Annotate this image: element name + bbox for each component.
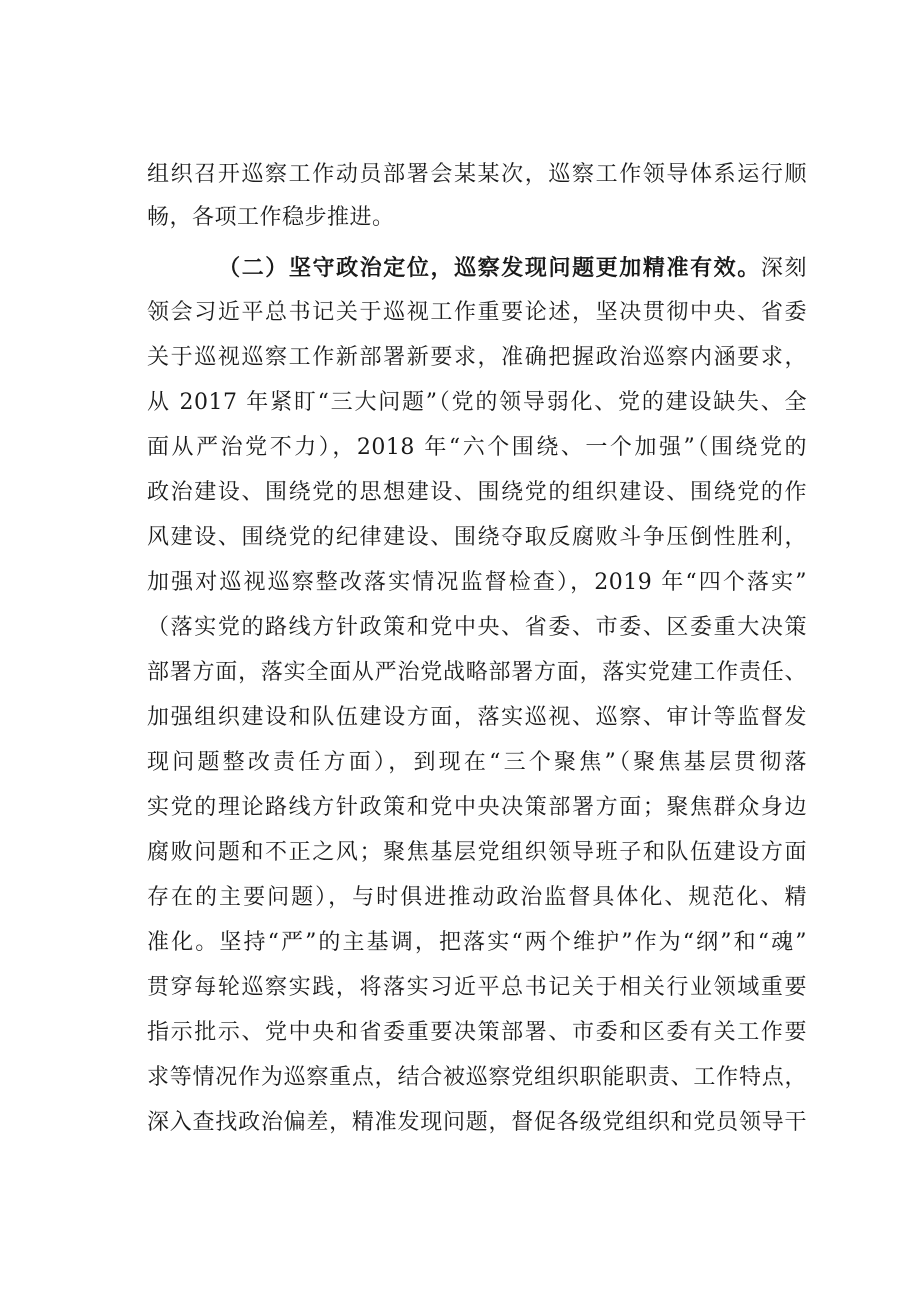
paragraph2-line: 关于巡视巡察工作新部署新要求，准确把握政治巡察内涵要求， xyxy=(147,345,807,370)
paragraph2-line: 腐败问题和不正之风；聚焦基层党组织领导班子和队伍建设方面 xyxy=(147,840,807,865)
paragraph2-line: 加强组织建设和队伍建设方面，落实巡视、巡察、审计等监督发 xyxy=(147,705,807,730)
paragraph2-line: 面从严治党不力），2018 年“六个围绕、一个加强”（围绕党的 xyxy=(147,435,807,460)
paragraph2-first-line xyxy=(147,253,807,283)
paragraph2-line: 贯穿每轮巡察实践，将落实习近平总书记关于相关行业领域重要 xyxy=(147,975,807,1000)
paragraph2-line: 准化。坚持“严”的主基调，把落实“两个维护”作为“纲”和“魂” xyxy=(147,930,807,955)
paragraph2-line: 现问题整改责任方面），到现在“三个聚焦”（聚焦基层贯彻落 xyxy=(147,750,807,775)
paragraph2-line: 从 2017 年紧盯“三大问题”（党的领导弱化、党的建设缺失、全 xyxy=(147,390,807,415)
paragraph1-line-2: 畅，各项工作稳步推进。 xyxy=(147,205,395,230)
paragraph2-line: 实党的理论路线方针政策和党中央决策部署方面；聚焦群众身边 xyxy=(147,795,807,820)
paragraph2-first-line-text: 深刻 xyxy=(760,256,807,281)
paragraph2-line: （落实党的路线方针政策和党中央、省委、市委、区委重大决策 xyxy=(147,615,807,640)
section-heading: （二）坚守政治定位，巡察发现问题更加精准有效。 xyxy=(217,255,761,281)
paragraph2-line: 加强对巡视巡察整改落实情况监督检查），2019 年“四个落实” xyxy=(147,570,807,595)
paragraph2-line: 领会习近平总书记关于巡视工作重要论述，坚决贯彻中央、省委 xyxy=(147,300,807,325)
paragraph2-line: 存在的主要问题），与时俱进推动政治监督具体化、规范化、精 xyxy=(147,885,807,910)
paragraph2-line: 风建设、围绕党的纪律建设、围绕夺取反腐败斗争压倒性胜利， xyxy=(147,525,807,550)
paragraph2-line: 部署方面，落实全面从严治党战略部署方面，落实党建工作责任、 xyxy=(147,660,807,685)
paragraph2-line: 深入查找政治偏差，精准发现问题，督促各级党组织和党员领导干 xyxy=(147,1110,807,1135)
paragraph2-line: 求等情况作为巡察重点，结合被巡察党组织职能职责、工作特点， xyxy=(147,1065,807,1090)
paragraph1-line-1: 组织召开巡察工作动员部署会某某次，巡察工作领导体系运行顺 xyxy=(147,162,807,187)
paragraph2-line: 指示批示、党中央和省委重要决策部署、市委和区委有关工作要 xyxy=(147,1020,807,1045)
paragraph2-line: 政治建设、围绕党的思想建设、围绕党的组织建设、围绕党的作 xyxy=(147,480,807,505)
